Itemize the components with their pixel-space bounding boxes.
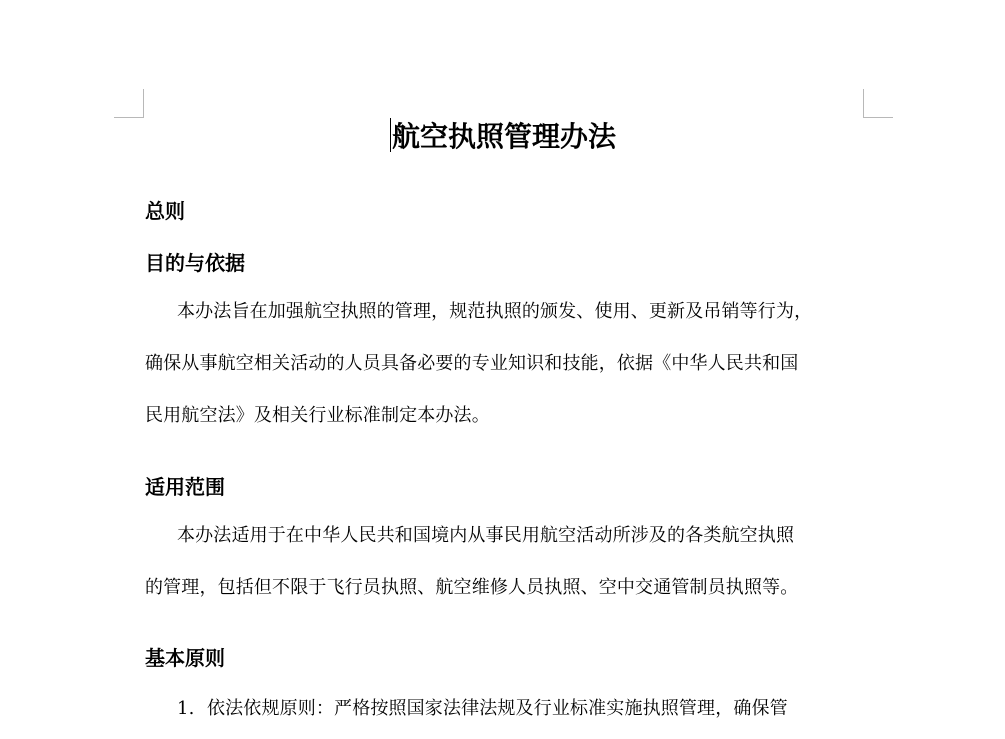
list-item[interactable] <box>177 696 788 722</box>
document-title-text: 航空执照管理办法 <box>391 120 616 153</box>
top-left-margin-mark <box>114 89 144 118</box>
section-heading-principles[interactable]: 基本原则 <box>145 646 225 670</box>
paragraph-line: 民用航空法》及相关行业标准制定本办法。 <box>145 405 490 426</box>
list-item-text: 依法依规原则：严格按照国家法律法规及行业标准实施执照管理，确保管 <box>207 698 788 719</box>
paragraph-line: 确保从事航空相关活动的人员具备必要的专业知识和技能，依据《中华人民共和国 <box>145 353 799 374</box>
paragraph-line: 本办法适用于在中华人民共和国境内从事民用航空活动所涉及的各类航空执照 <box>177 525 795 546</box>
chapter-heading[interactable]: 总则 <box>145 199 185 223</box>
paragraph-scope[interactable] <box>145 510 798 614</box>
text-cursor <box>390 118 391 152</box>
paragraph-line: 的管理，包括但不限于飞行员执照、航空维修人员执照、空中交通管制员执照等。 <box>145 577 799 598</box>
paragraph-line: 本办法旨在加强航空执照的管理，规范执照的颁发、使用、更新及吊销等行为， <box>177 301 813 322</box>
section-heading-purpose[interactable]: 目的与依据 <box>145 251 245 275</box>
document-title[interactable] <box>145 117 861 157</box>
section-heading-scope[interactable]: 适用范围 <box>145 475 225 499</box>
top-right-margin-mark <box>863 89 893 118</box>
list-item-number: 1. <box>177 698 195 719</box>
paragraph-purpose[interactable] <box>145 286 812 442</box>
